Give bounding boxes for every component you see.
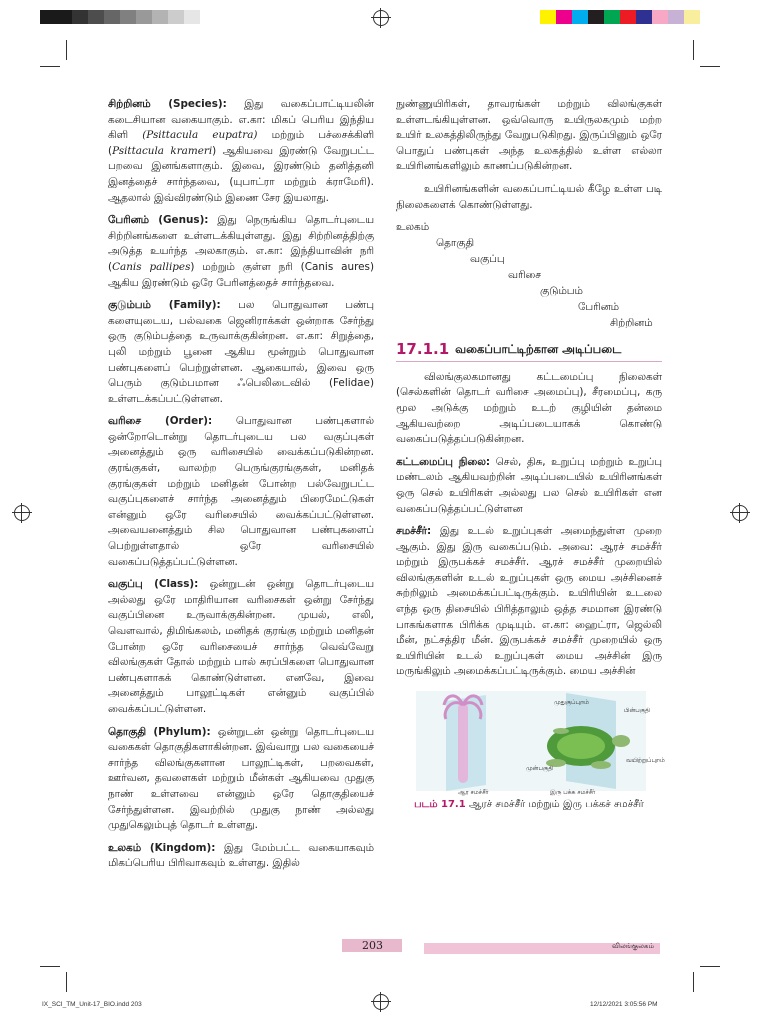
taxon-text: பொதுவான பண்புகளால் ஒன்றோடொன்று தொடர்புடைய பல வகுப்புகள் அனைத்தும் ஒரு வரிசையில் வைக்கப்படுகின்றன. குரங்குகள், வாலற்ற பெருங்குரங்குகள், மனிதக் குரங்குகள் மற்றும் மனிதன் போன்ற பல்வேறுபட்ட வகுப்புகளைச் சார்ந்த அனைத்தும் பிரைமேட்டுகள் என்னும் ஒரே வரிசையில் வைக்கப்பட்டுள்ளன. அவையனைத்தும் சில பொதுவான பண்புகளைப் பெற்றுள்ளதால் ஒரே வரிசையில் வகைப்படுத்தப்பட்டுள்ளன. <box>108 415 374 568</box>
color-swatch <box>120 10 136 24</box>
hierarchy-class: வகுப்பு <box>470 253 505 266</box>
color-swatch <box>72 10 88 24</box>
scientific-name: Psittacula krameri <box>112 144 213 157</box>
crop-mark <box>700 966 720 967</box>
basis-paragraph: விலங்குலகமானது கட்டமைப்பு நிலைகள் (செல்களின் தொடர் வரிசை அமைப்பு), சீரமைப்பு, கரு மூல அடுக்கு மற்றும் உடற் குழியின் தன்மை ஆகியவற்றை அடிப்படையாகக் கொண்டு வகைப்படுத்தப்படுகின்றன. <box>396 370 662 446</box>
hierarchy-species: சிற்றினம் <box>610 317 653 330</box>
taxon-paragraph <box>108 213 374 291</box>
registration-mark-left <box>14 505 30 521</box>
crop-mark <box>40 66 60 67</box>
taxon-term: வகுப்பு (Class): <box>108 578 199 591</box>
figure-caption: படம் 17.1 ஆரச் சமச்சீர் மற்றும் இரு பக்கச் சமச்சீர் <box>414 799 644 811</box>
color-swatch <box>184 10 200 24</box>
kingdom-continuation: நுண்ணுயிரிகள், தாவரங்கள் மற்றும் விலங்குகள் உள்ளடங்கியுள்ளன. ஒவ்வொரு உயிருலகமும் மற்ற உயிர் உலகத்திலிருந்து வேறுபடுகிறது. இருப்பினும் ஒரே பொதுப் பண்புகள் அந்த உலகத்தில் உள்ள எல்லா உயிரினங்களிலும் காணப்படுகின்றன. <box>396 98 662 173</box>
slug-file-info: IX_SCI_TM_Unit-17_BIO.indd 203 <box>42 1001 142 1008</box>
hierarchy-genus: பேரினம் <box>578 301 620 314</box>
symmetry-figure <box>396 687 665 797</box>
color-swatch <box>652 10 668 24</box>
crop-mark <box>66 972 67 992</box>
taxon-text: இது வகைப்பாட்டியலின் கடைசியான வகையாகும். எ.கா: மிகப் பெரிய இந்திய கிளி <box>108 98 375 142</box>
section-number: 17.1.1 <box>396 340 450 359</box>
color-swatch <box>104 10 120 24</box>
print-color-bar-left <box>40 10 200 24</box>
taxon-text: இது மேம்பட்ட வகையாகவும் மிகப்பெரிய பிரிவாகவும் உள்ளது. இதில் <box>108 841 374 870</box>
hierarchy-family: குடும்பம் <box>540 285 583 298</box>
color-swatch <box>540 10 556 24</box>
color-swatch <box>604 10 620 24</box>
color-swatch <box>620 10 636 24</box>
taxon-paragraph <box>108 298 374 407</box>
organisation-paragraph: கட்டமைப்பு நிலை: செல், திசு, உறுப்பு மற்றும் உறுப்பு மண்டலம் ஆகியவற்றின் அடிப்படையில் உயிரினங்கள் ஒரு செல் உயிரிகள் அல்லது பல செல் உயிரிகள் என வகைப்படுத்தப்பட்டுள்ளன <box>396 455 662 515</box>
taxon-paragraph <box>108 97 374 206</box>
print-color-bar-right <box>540 10 716 24</box>
color-swatch <box>40 10 56 24</box>
page-number: 203 <box>362 939 383 952</box>
label-ventral: வயிற்றுப்புறம் <box>626 757 665 765</box>
turtle-head <box>612 735 630 747</box>
taxon-text: மற்றும் பச்சைக்கிளி ( <box>108 129 374 157</box>
taxon-term: தொகுதி (Phylum): <box>108 725 211 738</box>
scientific-name: (Psittacula eupatra) <box>142 129 258 142</box>
color-swatch <box>556 10 572 24</box>
hierarchy-order: வரிசை <box>508 269 542 282</box>
color-swatch <box>136 10 152 24</box>
color-swatch <box>168 10 184 24</box>
crop-mark <box>693 972 694 992</box>
label-posterior: பின்பகுதி <box>624 707 650 715</box>
symmetry-paragraph: சமச்சீர்: இது உடல் உறுப்புகள் அமைந்துள்ள முறை ஆகும். இது இரு வகைப்படும். அவை: ஆரச் சமச்சீர் மற்றும் இருபக்கச் சமச்சீர். ஆரச் சமச்சீர் முறையில் விலங்குகளின் உடல் உறுப்புகள் ஒரு மைய அச்சினைச் சுற்றிலும் அமைக்கப்பட்டிருக்கும். உயிரியின் உடலை எந்த ஒரு திசையில் பிரித்தாலும் ஒத்த சமமான இரண்டு பாகங்களாக பிரிக்க முடியும். எ.கா: ஹைட்ரா, ஜெல்லி மீன், நட்சத்திர மீன். இருபக்கச் சமச்சீர் முறையில் ஒரு உயிரியின் உடல் உறுப்புகள் மைய அச்சின் இரு மருங்கிலும் அமைக்கப்பட்டிருக்கும். மைய அச்சின் <box>396 525 662 678</box>
taxon-text: ஒன்றுடன் ஒன்று தொடர்புடைய அல்லது ஒரே மாதிரியான வரிசைகள் ஒன்று சேர்ந்து வகுப்பினை உருவாக்குகின்றன. முயல், எலி, வௌவால், திமிங்கலம், மனிதக் குரங்கு மற்றும் மனிதன் போன்ற ஒரே வரிசையைச் சார்ந்த வெவ்வேறு விலங்குகள் தோல் மற்றும் பால் சுரப்பிகளை பொதுவான பண்புகளாகக் கொண்டுள்ளன. எனவே, இவை அனைத்தும் பாலூட்டிகள் என்னும் வகுப்பில் வைக்கப்பட்டுள்ளன. <box>108 578 375 715</box>
hydra-body <box>458 703 468 783</box>
section-title: வகைப்பாட்டிற்கான அடிப்படை <box>455 342 622 357</box>
taxonomy-hierarchy <box>396 220 662 332</box>
color-swatch <box>88 10 104 24</box>
hierarchy-kingdom: உலகம் <box>396 221 430 234</box>
color-swatch <box>572 10 588 24</box>
taxon-text: ஒன்றுடன் ஒன்று தொடர்புடைய வகைகள் தொகுதிகளாகின்றன. இவ்வாறு பல வகையைச் சார்ந்த விலங்குகளான பாலூட்டிகள், பறவைகள், ஊர்வன, தவளைகள் மற்றும் மீன்கள் ஆகியவை முதுகு நாண் உள்ளவை என்னும் ஒரே தொகுதியைச் சேர்ந்துள்ளன. இவற்றில் முதுகு நாண் அல்லது முதுகெலும்புத் தொடர் உள்ளது. <box>108 725 375 832</box>
label-bilateral-symmetry: இரு பக்க சமச்சீர் <box>550 789 596 797</box>
registration-mark-top <box>373 10 389 26</box>
registration-mark-right <box>732 505 748 521</box>
taxon-paragraph <box>108 577 374 717</box>
taxon-term: சிற்றினம் (Species): <box>108 98 227 110</box>
taxon-text: இது நெருங்கிய தொடர்புடைய சிற்றினங்களை உள்ளடக்கியுள்ளது. இது சிற்றினத்திற்கு அடுத்த உயர்ந்த அலகாகும். எ.கா: இந்தியாவின் நரி ( <box>108 214 374 273</box>
taxon-text: ) மற்றும் குள்ள நரி (Canis aures) ஆகிய இரண்டும் ஒரே பேரினத்தைச் சார்ந்தவை. <box>108 260 374 289</box>
crop-mark <box>693 40 694 60</box>
taxon-term: உலகம் (Kingdom): <box>108 841 216 854</box>
footer-chapter-label: விலங்குலகம் <box>612 942 655 950</box>
slug-date-time: 12/12/2021 3:05:56 PM <box>590 1001 658 1008</box>
label-anterior: முன்பகுதி <box>526 765 554 773</box>
color-swatch <box>152 10 168 24</box>
taxon-term: வரிசை (Order): <box>108 415 213 428</box>
label-radial-symmetry: ஆர சமச்சீர் <box>458 789 489 797</box>
taxon-paragraph <box>108 841 374 872</box>
crop-mark <box>700 66 720 67</box>
registration-mark-bottom <box>373 994 389 1010</box>
label-dorsal: முதுகுப்புறம் <box>554 699 590 707</box>
color-swatch <box>700 10 716 24</box>
taxon-term: பேரினம் (Genus): <box>108 214 209 227</box>
hierarchy-phylum: தொகுதி <box>436 237 474 250</box>
left-column <box>108 97 374 879</box>
section-heading <box>396 342 662 362</box>
taxon-term: குடும்பம் (Family): <box>108 299 221 312</box>
color-swatch <box>668 10 684 24</box>
crop-mark <box>40 966 60 967</box>
right-column <box>396 97 665 813</box>
taxon-paragraph <box>108 414 374 570</box>
color-swatch <box>684 10 700 24</box>
color-swatch <box>56 10 72 24</box>
color-swatch <box>588 10 604 24</box>
crop-mark <box>66 40 67 60</box>
taxon-paragraph <box>108 725 374 834</box>
color-swatch <box>636 10 652 24</box>
taxon-text: ) ஆகியவை இரண்டு வேறுபட்ட பறவை இனங்களாகும். இவை, இரண்டும் தனித்தனி இனத்தைச் சார்ந்தவை, (யுபாட்ரா மற்றும் க்ராமேரி). ஆதலால் இவ்விரண்டும் இணை சேர இயலாது. <box>108 144 374 204</box>
scientific-name: Canis pallipes <box>112 260 191 273</box>
taxon-text: பல பொதுவான பண்பு களையுடைய, பல்வகை ஜெனிராக்கள் ஒன்றாக சேர்ந்து ஒரு குடும்பத்தை உருவாக்குகின்றன. எ.கா: சிறுத்தை, புலி மற்றும் பூனை ஆகிய மூன்றும் பொதுவான பண்புகளைப் பெற்றுள்ளன. ஆகையால், இவை ஒரு பெரும் குடும்பமான ஃபெலிடைவில் (Felidae) உள்ளடக்கப்பட்டுள்ளன. <box>108 299 374 405</box>
hierarchy-intro: உயிரினங்களின் வகைப்பாட்டியல் கீழே உள்ள படி நிலைகளைக் கொண்டுள்ளது. <box>396 182 662 211</box>
